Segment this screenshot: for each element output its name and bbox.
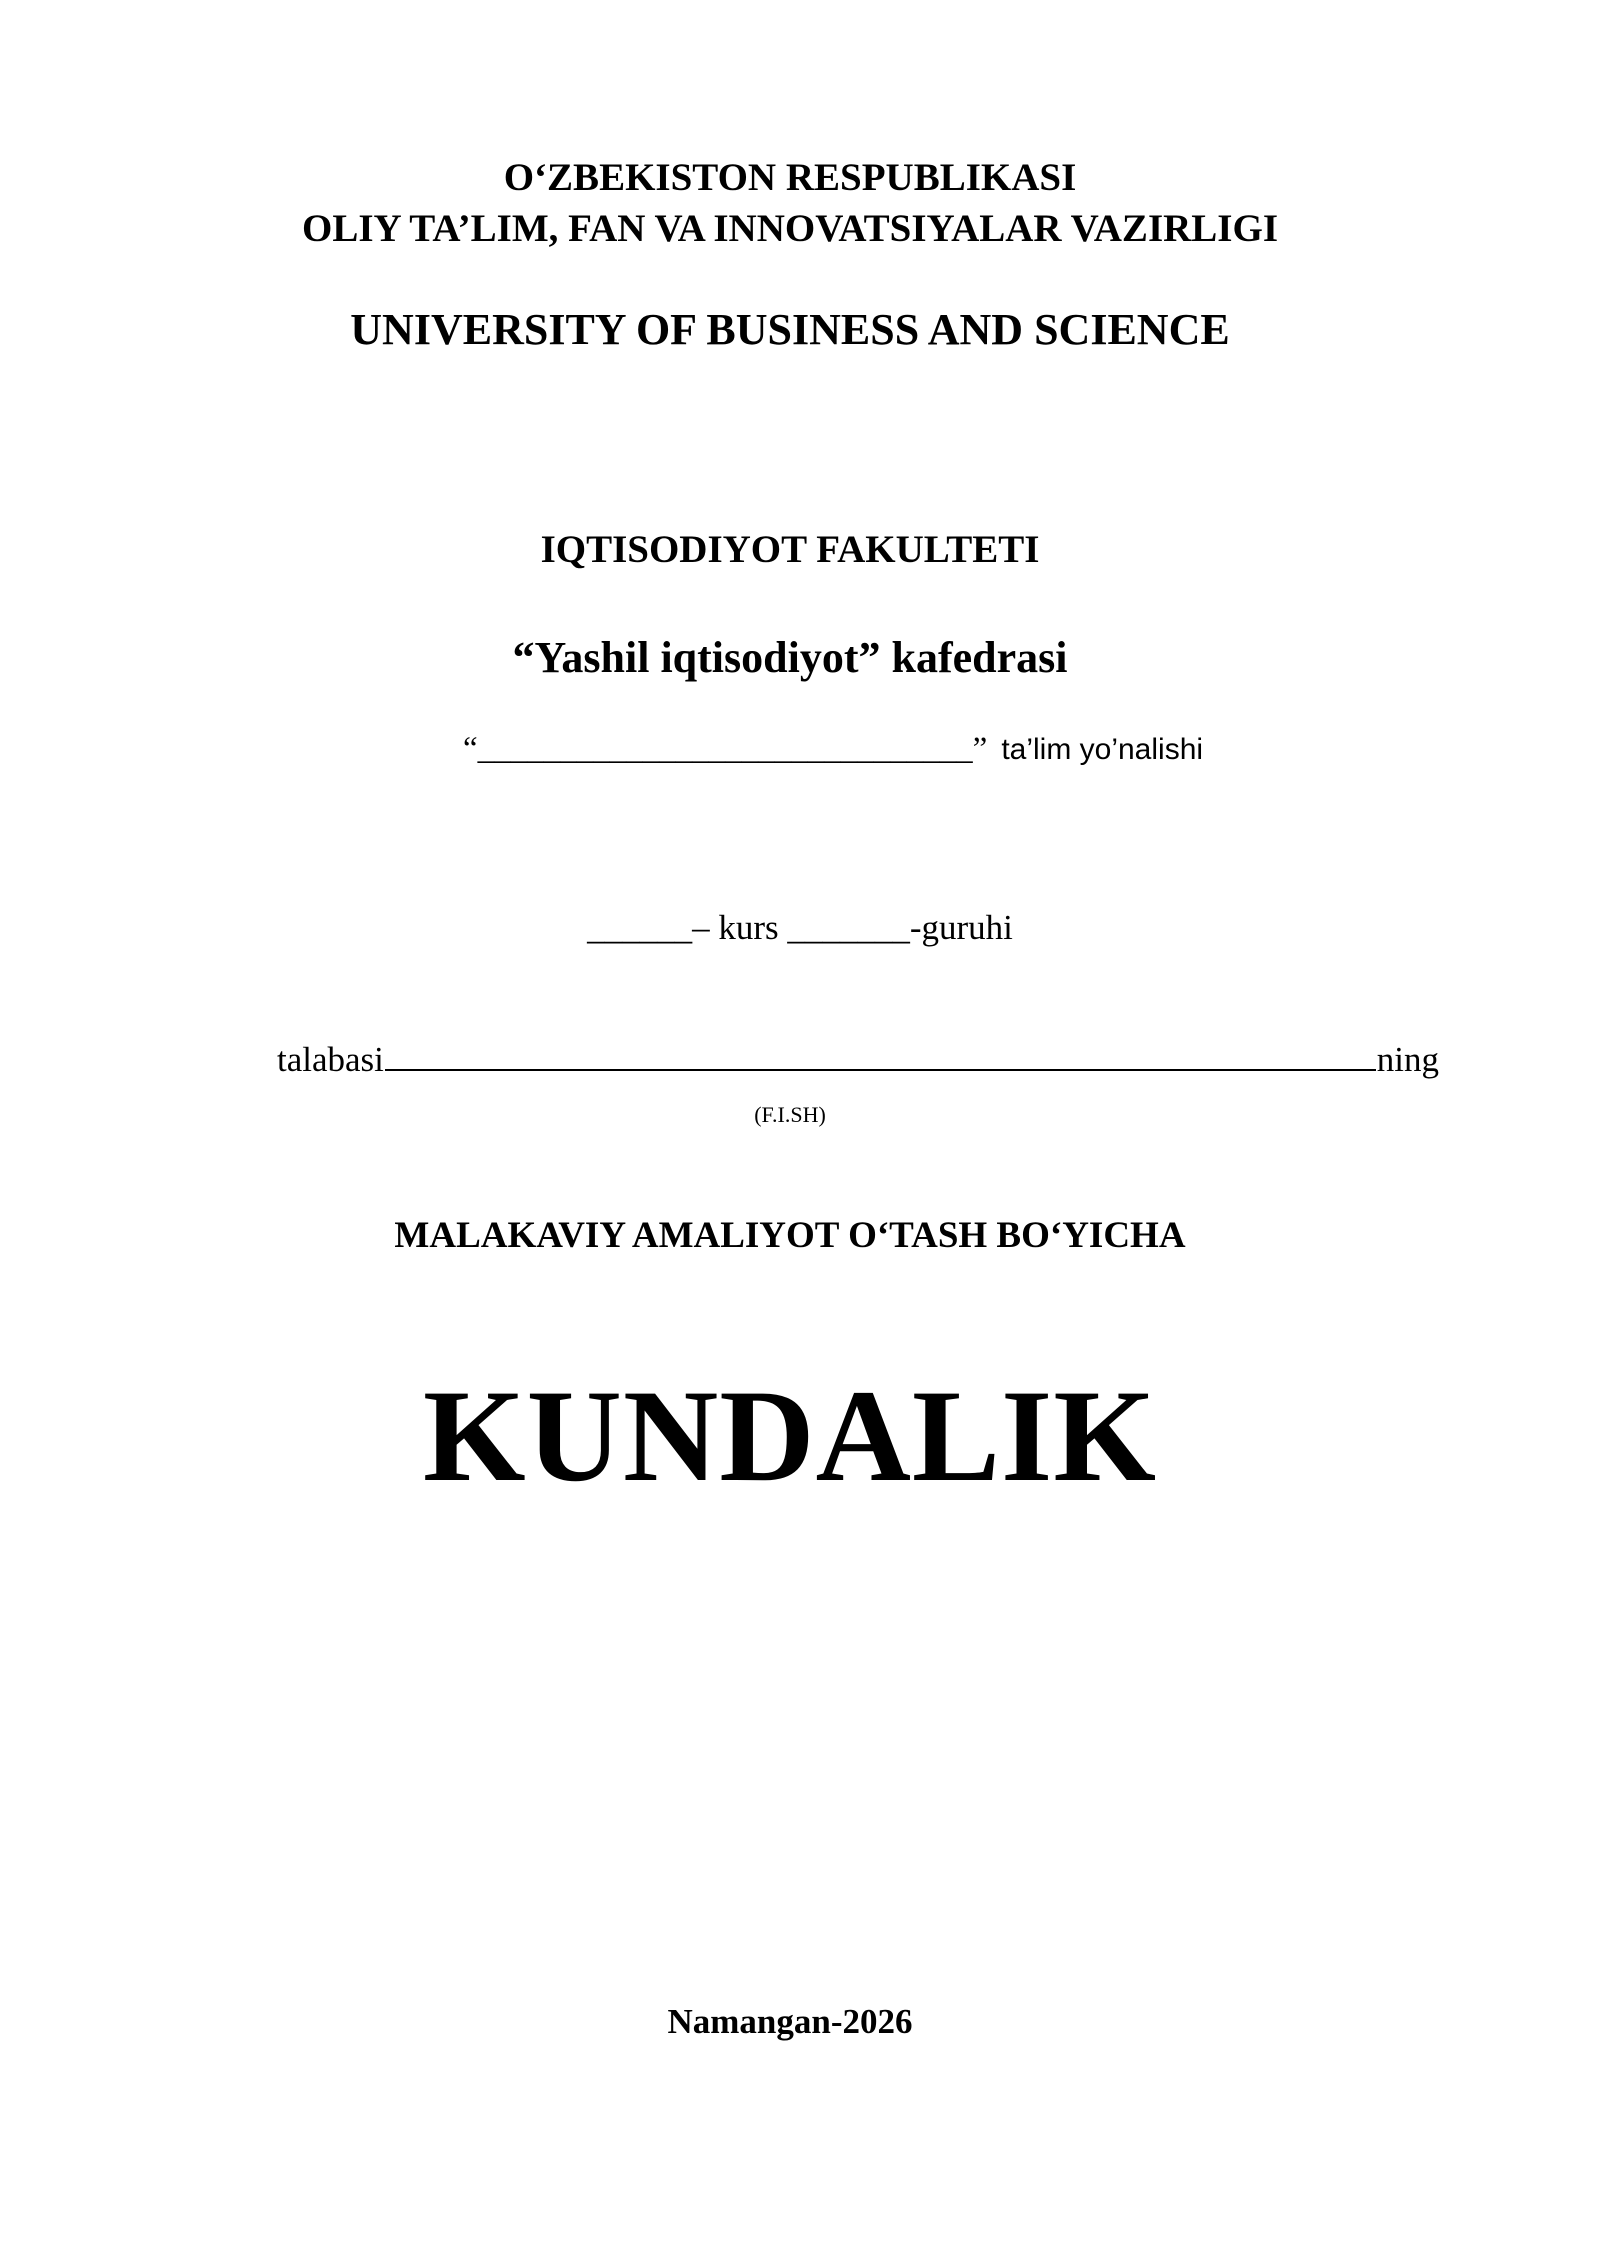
faculty-name: IQTISODIYOT FAKULTETI	[540, 528, 1040, 571]
university-name: UNIVERSITY OF BUSINESS AND SCIENCE	[350, 305, 1230, 354]
department-name: “Yashil iqtisodiyot” kafedrasi	[512, 633, 1068, 682]
ministry-line-2: OLIY TA’LIM, FAN VA INNOVATSIYALAR VAZIRLIGI	[302, 207, 1278, 250]
student-suffix-label: ning	[1376, 1040, 1439, 1079]
direction-field-row	[463, 733, 1203, 766]
fish-caption: (F.I.SH)	[754, 1102, 826, 1127]
direction-label: ta’lim yo’nalishi	[1001, 733, 1204, 766]
direction-open-quote: “	[463, 731, 478, 767]
student-prefix-label: talabasi	[277, 1040, 384, 1079]
student-name-field-row	[277, 1039, 1439, 1077]
practice-title: MALAKAVIY AMALIYOT O‘TASH BO‘YICHA	[394, 1215, 1186, 1256]
main-title: KUNDALIK	[422, 1362, 1158, 1509]
course-group-field-row[interactable]: ______– kurs _______-guruhi	[587, 908, 1013, 947]
direction-close-quote: ”	[972, 731, 988, 767]
footer-city-year: Namangan-2026	[667, 2002, 913, 2041]
ministry-line-1: O‘ZBEKISTON RESPUBLIKASI	[503, 156, 1077, 199]
direction-blank-field[interactable]: ______________________________	[477, 731, 973, 767]
student-name-blank-field[interactable]	[385, 1039, 1376, 1071]
